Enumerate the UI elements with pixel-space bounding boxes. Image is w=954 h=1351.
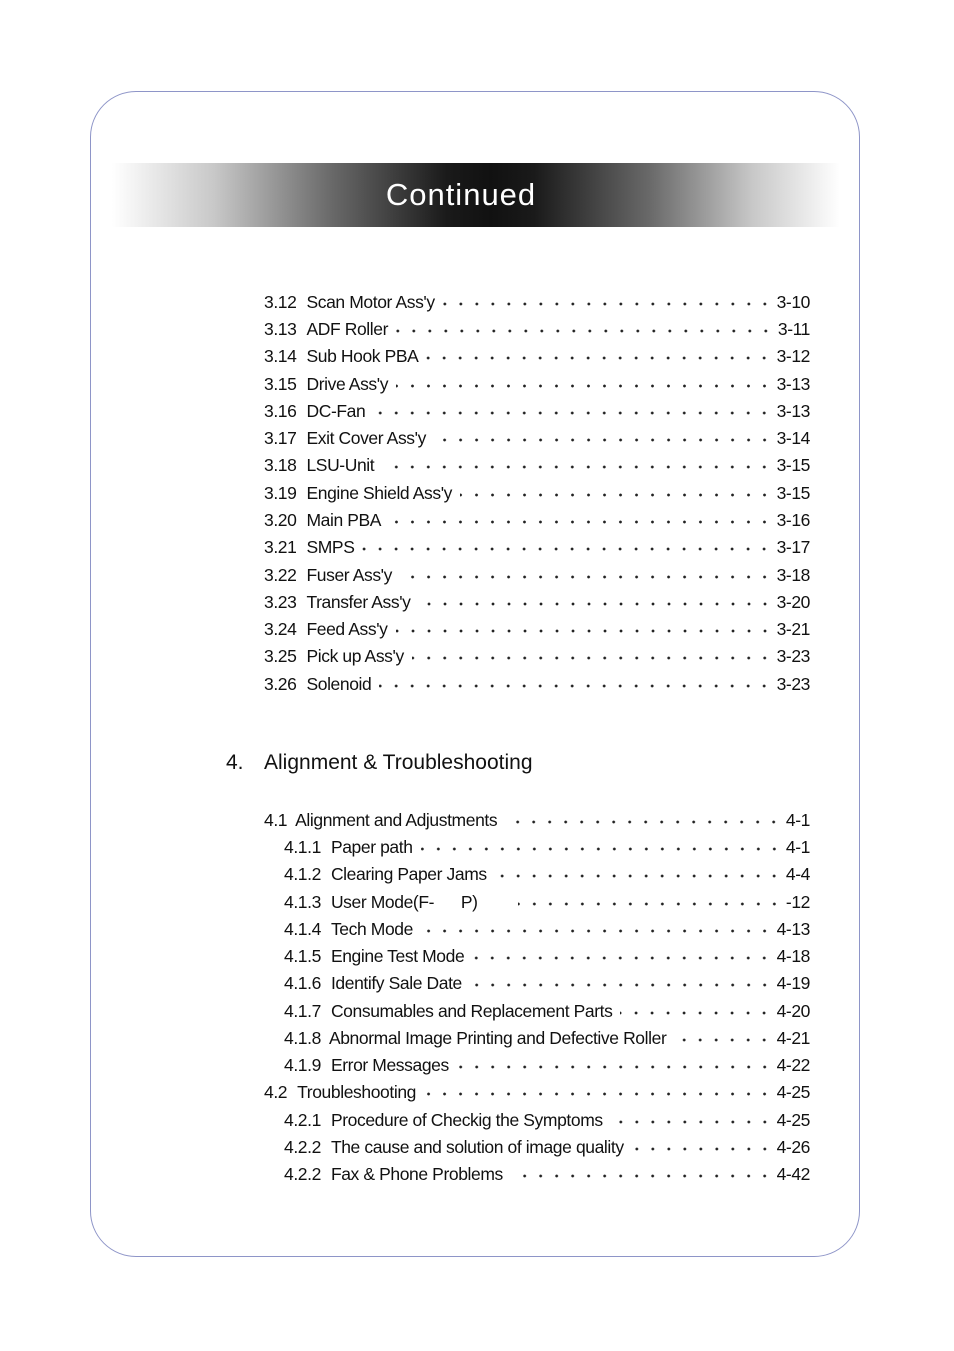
toc-entry-title: Procedure of Checkig the Symptoms <box>330 1109 603 1130</box>
toc-entry-page: 3-12 <box>776 345 810 366</box>
toc-entry-title: User Mode(F- P) <box>330 891 478 912</box>
toc-entry[interactable] <box>284 890 810 914</box>
dot-leader <box>443 290 773 314</box>
toc-entry-number: 4.1.8 <box>284 1027 321 1048</box>
toc-entry-title: Scan Motor Ass'y <box>306 291 435 312</box>
toc-entry-number: 4.2.2 <box>284 1136 321 1157</box>
toc-entry[interactable] <box>284 1135 810 1159</box>
toc-entry-title: SMPS <box>306 536 355 557</box>
toc-entry-page: 3-10 <box>776 291 810 312</box>
toc-entry-page: 4-20 <box>776 1000 810 1021</box>
toc-entry-title: Abnormal Image Printing and Defective Roller <box>328 1027 667 1048</box>
toc-entry-title: Identify Sale Date <box>330 972 462 993</box>
toc-entry-page: 4-25 <box>776 1081 810 1102</box>
toc-entry-number: 3.18 <box>264 454 297 475</box>
toc-entry-page: 3-16 <box>776 509 810 530</box>
toc-entry-number: 3.24 <box>264 618 297 639</box>
toc-entry-title: Clearing Paper Jams <box>330 863 487 884</box>
toc-entry[interactable] <box>264 508 810 532</box>
dot-leader <box>379 672 772 696</box>
toc-entry[interactable] <box>264 617 810 641</box>
toc-entry-title: Tech Mode <box>330 918 413 939</box>
toc-entry-number: 3.17 <box>264 427 297 448</box>
toc-entry-title: Solenoid <box>306 673 372 694</box>
toc-entry[interactable] <box>264 290 810 314</box>
toc-entry[interactable] <box>284 862 810 886</box>
toc-entry-title: Fuser Ass'y <box>306 564 392 585</box>
toc-entry-number: 4.1.2 <box>284 863 321 884</box>
toc-entry-number: 3.14 <box>264 345 297 366</box>
toc-entry-page: 3-18 <box>776 564 810 585</box>
toc-entry[interactable] <box>264 563 810 587</box>
toc-entry-number: 4.1.7 <box>284 1000 321 1021</box>
dot-leader <box>674 1026 772 1050</box>
dot-leader <box>400 563 773 587</box>
toc-entry-title: Troubleshooting <box>297 1081 416 1102</box>
toc-entry-number: 4.2 <box>264 1081 288 1102</box>
toc-entry-page: 3-11 <box>777 318 810 339</box>
toc-entry-page: 4-22 <box>776 1054 810 1075</box>
toc-entry-number: 4.2.2 <box>284 1163 321 1184</box>
toc-entry-page: 4-26 <box>776 1136 810 1157</box>
toc-entry-title: Paper path <box>330 836 413 857</box>
toc-entry-page: 4-4 <box>785 863 810 884</box>
toc-entry-number: 3.22 <box>264 564 297 585</box>
toc-entry[interactable] <box>264 399 810 423</box>
toc-entry[interactable] <box>264 317 810 341</box>
toc-entry-page: 3-17 <box>776 536 810 557</box>
toc-entry-page: 4-1 <box>785 809 810 830</box>
dot-leader <box>382 453 772 477</box>
section-number: 4. <box>226 751 244 774</box>
toc-entry-title: Transfer Ass'y <box>306 591 411 612</box>
toc-entry-title: Engine Shield Ass'y <box>306 482 453 503</box>
toc-entry[interactable] <box>264 535 810 559</box>
dot-leader <box>396 617 773 641</box>
toc-entry[interactable] <box>284 1108 810 1132</box>
toc-entry-page: 3-23 <box>776 673 810 694</box>
toc-entry-title: Fax & Phone Problems <box>330 1163 503 1184</box>
toc-entry-page: 3-14 <box>776 427 810 448</box>
toc-entry-number: 4.1.9 <box>284 1054 321 1075</box>
toc-entry-number: 3.19 <box>264 482 297 503</box>
toc-entry-number: 4.1 <box>264 809 288 830</box>
toc-entry-title: Alignment and Adjustments <box>295 809 498 830</box>
toc-entry-page: 4-19 <box>776 972 810 993</box>
toc-entry[interactable] <box>264 372 810 396</box>
toc-entry[interactable] <box>264 481 810 505</box>
page-title: Continued <box>385 177 537 212</box>
toc-entry-number: 4.1.3 <box>284 891 321 912</box>
toc-entry[interactable] <box>284 1162 810 1186</box>
toc-entry[interactable] <box>264 1080 810 1104</box>
dot-leader <box>632 1135 773 1159</box>
dot-leader <box>424 1080 773 1104</box>
dot-leader <box>362 535 772 559</box>
section-heading <box>226 751 533 775</box>
dot-leader <box>470 971 773 995</box>
toc-entry-number: 4.1.6 <box>284 972 321 993</box>
toc-entry[interactable] <box>284 1026 810 1050</box>
toc-entry-page: 3-13 <box>776 373 810 394</box>
toc-entry-number: 3.12 <box>264 291 297 312</box>
toc-entry[interactable] <box>264 426 810 450</box>
dot-leader <box>421 835 782 859</box>
toc-entry-title: ADF Roller <box>306 318 389 339</box>
dot-leader <box>421 917 773 941</box>
toc-entry-page: 3-15 <box>776 482 810 503</box>
toc-entry-page: 4-42 <box>776 1163 810 1184</box>
toc-entry-number: 3.26 <box>264 673 297 694</box>
toc-entry-page: 3-23 <box>776 645 810 666</box>
toc-entry-number: 3.21 <box>264 536 297 557</box>
toc-entry[interactable] <box>264 344 810 368</box>
toc-entry[interactable] <box>284 835 810 859</box>
toc-entry-number: 4.1.1 <box>284 836 321 857</box>
dot-leader <box>396 317 774 341</box>
toc-entry-number: 4.1.4 <box>284 918 321 939</box>
dot-leader <box>412 644 773 668</box>
toc-entry-page: 4-18 <box>776 945 810 966</box>
toc-entry-number: 4.2.1 <box>284 1109 321 1130</box>
toc-entry[interactable] <box>284 944 810 968</box>
toc-entry-title: Feed Ass'y <box>306 618 388 639</box>
toc-entry-title: Exit Cover Ass'y <box>306 427 426 448</box>
dot-leader <box>611 1108 773 1132</box>
dot-leader <box>495 862 782 886</box>
dot-leader <box>426 344 772 368</box>
toc-entry-title: Main PBA <box>306 509 382 530</box>
toc-entry-number: 4.1.5 <box>284 945 321 966</box>
toc-entry-number: 3.23 <box>264 591 297 612</box>
toc-entry-title: The cause and solution of image quality <box>330 1136 624 1157</box>
toc-entry-title: Sub Hook PBA <box>306 345 419 366</box>
dot-leader <box>373 399 772 423</box>
toc-entry-page: 4-25 <box>776 1109 810 1130</box>
toc-entry[interactable] <box>264 672 810 696</box>
dot-leader <box>511 1162 773 1186</box>
toc-entry[interactable] <box>264 453 810 477</box>
dot-leader <box>419 590 773 614</box>
dot-leader <box>434 426 773 450</box>
dot-leader <box>457 1053 773 1077</box>
section-title: Alignment & Troubleshooting <box>264 751 533 774</box>
toc-entry-page: 3-20 <box>776 591 810 612</box>
toc-entry-page: -12 <box>785 891 810 912</box>
toc-entry-title: LSU-Unit <box>306 454 375 475</box>
dot-leader <box>620 999 772 1023</box>
toc-entry-title: DC-Fan <box>306 400 366 421</box>
toc-entry[interactable] <box>264 808 810 832</box>
dot-leader <box>389 508 772 532</box>
toc-entry[interactable] <box>284 971 810 995</box>
toc-entry-title: Error Messages <box>330 1054 449 1075</box>
toc-entry-number: 3.25 <box>264 645 297 666</box>
dot-leader <box>460 481 773 505</box>
toc-entry-title: Consumables and Replacement Parts <box>330 1000 613 1021</box>
toc-entry[interactable] <box>284 999 810 1023</box>
toc-entry[interactable] <box>264 590 810 614</box>
toc-entry-page: 4-13 <box>776 918 810 939</box>
toc-entry[interactable] <box>284 917 810 941</box>
toc-entry[interactable] <box>284 1053 810 1077</box>
toc-entry-page: 4-21 <box>776 1027 810 1048</box>
toc-entry[interactable] <box>264 644 810 668</box>
toc-entry-title: Engine Test Mode <box>330 945 465 966</box>
toc-entry-page: 4-1 <box>785 836 810 857</box>
toc-entry-number: 3.16 <box>264 400 297 421</box>
toc-entry-page: 3-21 <box>776 618 810 639</box>
toc-entry-number: 3.15 <box>264 373 297 394</box>
toc-entry-number: 3.13 <box>264 318 297 339</box>
toc-entry-page: 3-13 <box>776 400 810 421</box>
toc-entry-title: Drive Ass'y <box>306 373 389 394</box>
dot-leader <box>396 372 772 396</box>
dot-leader <box>518 890 782 914</box>
header-banner <box>112 163 840 227</box>
dot-leader <box>505 808 782 832</box>
dot-leader <box>472 944 772 968</box>
toc-entry-page: 3-15 <box>776 454 810 475</box>
toc-entry-number: 3.20 <box>264 509 297 530</box>
toc-entry-title: Pick up Ass'y <box>306 645 404 666</box>
